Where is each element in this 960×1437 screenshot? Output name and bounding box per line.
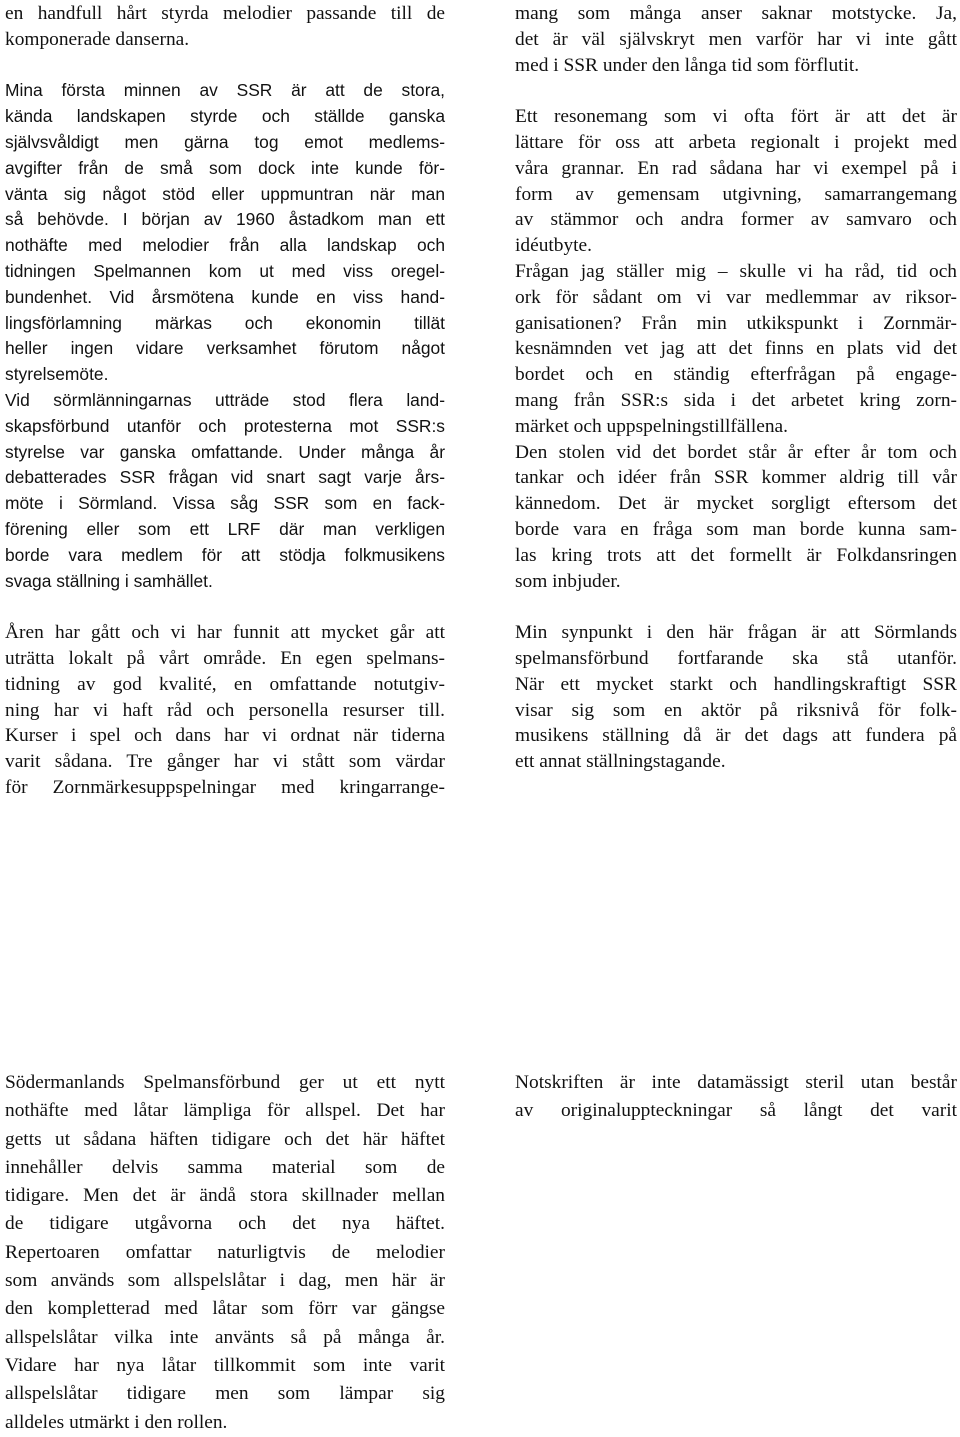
text-line: form av gemensam utgivning, samarrangemang bbox=[515, 183, 957, 205]
text-line: förening eller som ett LRF där man verkligen bbox=[5, 518, 445, 539]
text-line: styrelse var ganska omfattande. Under många år bbox=[5, 441, 445, 462]
text-line: las kring trots att det formellt är Folkdansringen bbox=[515, 544, 957, 566]
text-line: Notskriften är inte datamässigt steril utan består bbox=[515, 1072, 957, 1093]
top-left-column bbox=[5, 1, 445, 801]
text-line: som används som allspelslåtar i dag, men här är bbox=[5, 1270, 445, 1292]
bottom-right-column bbox=[515, 1069, 957, 1126]
text-line: idéutbyte. bbox=[515, 235, 593, 257]
text-line: så behövde. I början av 1960 åstadkom man ett bbox=[5, 209, 445, 230]
text-line: märket och uppspelningstillfällena. bbox=[515, 415, 789, 437]
text-line: kända landskapen styrde och ställde ganska bbox=[5, 106, 445, 127]
text-line: vänta sig något stöd eller uppmuntran när man bbox=[5, 183, 445, 204]
text-line: innehåller delvis samma material som de bbox=[5, 1156, 445, 1178]
text-line: spelmansförbund fortfarande ska stå utanför. bbox=[515, 647, 957, 669]
text-line: Frågan jag ställer mig – skulle vi ha råd, tid och bbox=[515, 260, 957, 282]
text-line: ganisationen? Från min utkikspunkt i Zornmär- bbox=[515, 312, 957, 334]
text-line: bordet och en ständig efterfrågan på engage- bbox=[515, 364, 957, 386]
text-line: Den stolen vid det bordet står år efter år tom och bbox=[515, 441, 957, 463]
text-line: skapsförbund utanför och protesterna mot SSR:s bbox=[5, 415, 445, 436]
text-line: Repertoaren omfattar naturligtvis de melodier bbox=[5, 1241, 445, 1263]
bottom-left-column bbox=[5, 1069, 445, 1437]
text-line: tidigare. Men det är ändå stora skillnader mellan bbox=[5, 1185, 445, 1207]
text-line: lingsförlamning märkas och ekonomin tillät bbox=[5, 312, 445, 333]
text-line: för Zornmärkesuppspelningar med kringarrange- bbox=[5, 776, 445, 798]
text-line: bundenhet. Vid årsmötena kunde en viss hand- bbox=[5, 286, 445, 307]
text-line: tankar och idéer från SSR kommer aldrig till vår bbox=[515, 467, 957, 489]
text-line: debatterades SSR frågan vid snart sagt varje års- bbox=[5, 467, 445, 488]
text-line: det är väl självskryt men varför har vi inte gått bbox=[515, 28, 957, 50]
text-line: allspelslåtar tidigare men som lämpar sig bbox=[5, 1383, 445, 1405]
text-line: de tidigare utgåvorna och det nya häftet. bbox=[5, 1213, 445, 1235]
text-line: Vidare har nya låtar tillkommit som inte varit bbox=[5, 1354, 445, 1376]
text-line: med i SSR under den långa tid som förflutit. bbox=[515, 54, 860, 76]
text-line: Vid sörmlänningarnas utträde stod flera land- bbox=[5, 389, 445, 410]
text-line: självsvåldigt men gärna tog emot medlems- bbox=[5, 131, 445, 152]
text-line: När ett mycket starkt och handlingskraftigt SSR bbox=[515, 673, 957, 695]
text-line: den kompletterad med låtar som förr var gängse bbox=[5, 1298, 445, 1320]
text-line: avgifter från de små som dock inte kunde för- bbox=[5, 157, 445, 178]
text-line: visar sig som en aktör på riksnivå för folk- bbox=[515, 699, 957, 721]
top-right-column bbox=[515, 1, 957, 775]
text-line: borde vara en fråga som man borde kunna sam- bbox=[515, 518, 957, 540]
text-line: tidningen Spelmannen kom ut med viss oregel- bbox=[5, 260, 445, 281]
text-line: lättare för oss att arbeta regionalt i projekt med bbox=[515, 131, 957, 153]
text-line: uträtta lokalt på vårt område. En egen spelmans- bbox=[5, 647, 445, 669]
text-line: Kurser i spel och dans har vi ordnat när tiderna bbox=[5, 725, 445, 747]
text-line: tidning av god kvalité, en omfattande notutgiv- bbox=[5, 673, 445, 695]
text-line: ett annat ställningstagande. bbox=[515, 751, 726, 773]
text-line: Mina första minnen av SSR är att de stora, bbox=[5, 80, 445, 101]
text-line: kesnämnden vet jag att det finns en plats vid det bbox=[515, 338, 957, 360]
text-line: allspelslåtar vilka inte använts så på många år. bbox=[5, 1326, 445, 1348]
text-line: heller ingen vidare verksamhet förutom något bbox=[5, 338, 445, 359]
text-line: ning har vi haft råd och personella resurser till. bbox=[5, 699, 445, 721]
text-line: mang som många anser saknar motstycke. Ja, bbox=[515, 3, 957, 24]
text-line: nothäfte med melodier från alla landskap och bbox=[5, 235, 445, 256]
text-line: våra grannar. En rad sådana har vi exempel på i bbox=[515, 157, 957, 179]
text-line: styrelsemöte. bbox=[5, 364, 109, 385]
text-line: alldeles utmärkt i den rollen. bbox=[5, 1411, 228, 1433]
paragraph-sans bbox=[5, 78, 445, 594]
text-line: en handfull hårt styrda melodier passande till de bbox=[5, 3, 445, 24]
text-line: mang från SSR:s sida i det arbetet kring zorn- bbox=[515, 389, 957, 411]
text-line: Södermanlands Spelmansförbund ger ut ett nytt bbox=[5, 1072, 445, 1093]
text-line: ork för sådant om vi var medlemmar av riksor- bbox=[515, 286, 957, 308]
text-line: Åren har gått och vi har funnit att mycket går att bbox=[5, 622, 445, 644]
text-line: som inbjuder. bbox=[515, 570, 621, 592]
text-line: getts ut sådana häften tidigare och det här häftet bbox=[5, 1128, 445, 1150]
text-line: Min synpunkt i den här frågan är att Sörmlands bbox=[515, 622, 957, 644]
text-line: kännedom. Det är mycket sorgligt eftersom det bbox=[515, 493, 957, 515]
text-line: möte i Sörmland. Vissa såg SSR som en fack- bbox=[5, 493, 445, 514]
text-line: musikens ställning då är det dags att fundera på bbox=[515, 725, 957, 747]
text-line: nothäfte med låtar lämpliga för allspel. Det har bbox=[5, 1100, 445, 1122]
text-line: borde vara medlem för att stödja folkmusikens bbox=[5, 544, 445, 565]
text-line: komponerade danserna. bbox=[5, 28, 190, 50]
text-line: av stämmor och andra former av samvaro och bbox=[515, 209, 957, 231]
text-line: av originaluppteckningar så långt det varit bbox=[515, 1100, 957, 1122]
text-line: varit sådana. Tre gånger har vi stått som värdar bbox=[5, 751, 445, 773]
text-line: svaga ställning i samhället. bbox=[5, 570, 213, 591]
text-line: Ett resonemang som vi ofta fört är att det är bbox=[515, 106, 957, 128]
